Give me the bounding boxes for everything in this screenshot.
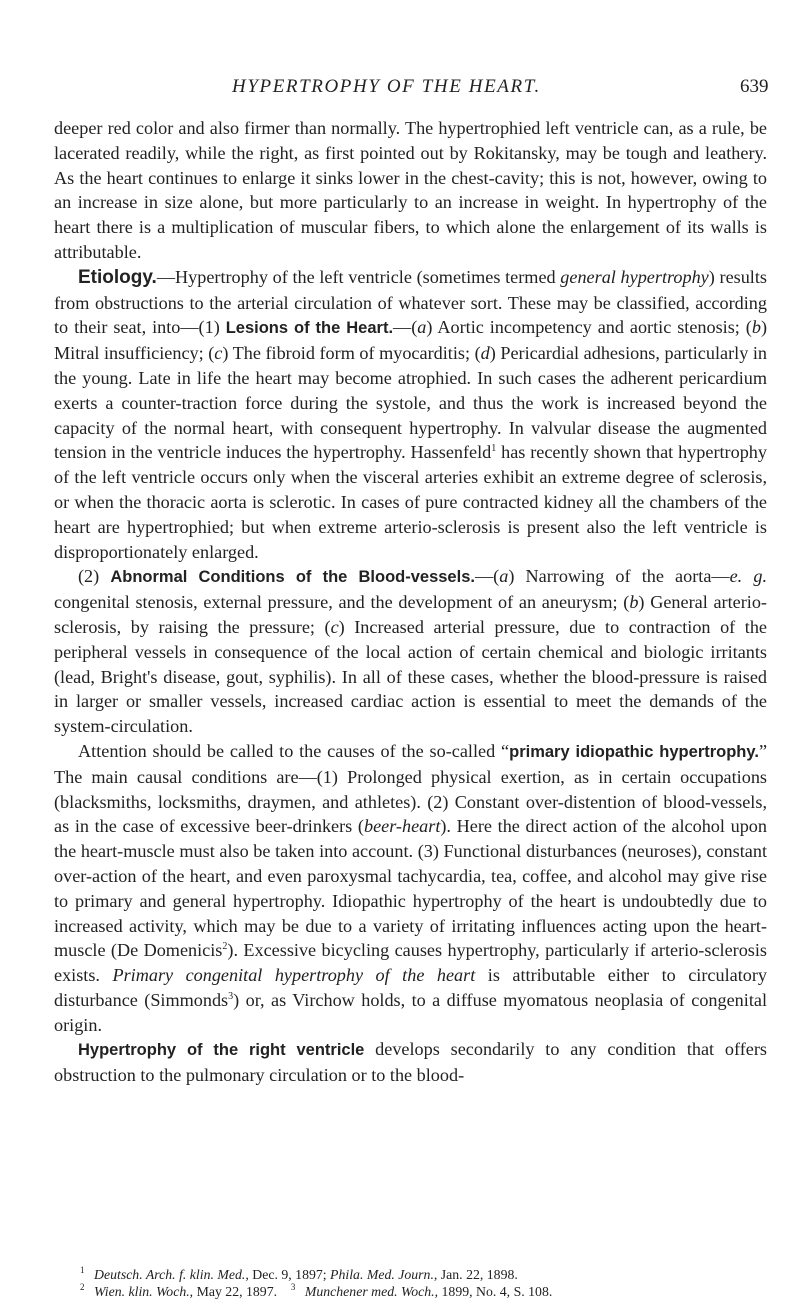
citation-detail: , Dec. 9, 1897;: [245, 1267, 331, 1282]
text-run: —(: [474, 566, 500, 587]
text-run: ) Narrowing of the aorta—: [508, 566, 730, 587]
footnote: 1 Deutsch. Arch. f. klin. Med., Dec. 9, 1897; Phila. Med. Journ., Jan. 22, 1898.: [80, 1265, 518, 1282]
citation-journal: Wien. klin. Woch.: [94, 1284, 190, 1299]
page-number: 639: [740, 76, 769, 97]
text-run: is attributable either to circulatory disturbance (Simmonds: [54, 965, 767, 1010]
text-run: (2): [78, 566, 111, 587]
footnotes: [80, 1266, 780, 1300]
item-letter: b: [629, 592, 639, 613]
text-run: ). Here the direct action of the alcohol upon the heart-muscle must also be taken into account. (3) Functional disturbances (neuroses), constant over-action of the heart, and even paroxysmal tachycardia, tea, coffee, and alcohol may give rise to primary and general hypertrophy. Idiopathic hypertrophy of the heart is undoubtedly due to increased activity, which may be due to a variety of irritating influences acting upon the heart-muscle (De Domenicis: [54, 816, 767, 961]
subheading-abnormal-blood-vessels: Abnormal Conditions of the Blood-vessels.: [110, 568, 475, 587]
item-letter: c: [214, 343, 223, 364]
subheading-lesions-of-heart: Lesions of the Heart.: [225, 319, 394, 338]
subheading-primary-idiopathic: primary idiopathic hypertrophy.: [509, 742, 759, 761]
text-run: ) results from obstructions to the arterial circulation of whatever sort. These may be classified, according to their seat, into—(1): [54, 266, 767, 338]
paragraph-blood-vessels: [54, 564, 767, 739]
paragraph-text: deeper red color and also firmer than normally. The hypertrophied left ventricle can, as a rule, be lacerated readily, while the right, as first pointed out by Rokitansky, may be tough and leathery. As the heart continues to enlarge it sinks lower in the chest-cavity; this is not, however, owing to an increase in size alone, but more particularly to an increase in weight. In hypertrophy of the heart there is a multiplication of muscular fibers, to which alone the enlargement of its walls is attributable.: [54, 118, 767, 262]
text-run: ) Pericardial adhesions, particularly in the young. Late in life the heart may become atrophied. In such cases the adherent pericardium exerts a counter-traction force during the systole, and thus the work is increased beyond the capacity of the normal heart, with consequent hypertrophy. In valvular disease the augmented tension in the ventricle induces the hypertrophy. Hassenfeld: [54, 343, 767, 463]
paragraph-hypertrophied-ventricle: [54, 116, 767, 265]
emphasis-abbrev: e. g.: [729, 566, 767, 587]
citation-journal: Phila. Med. Journ.: [330, 1267, 434, 1282]
paragraph-idiopathic-hypertrophy: [54, 739, 767, 1038]
footnote-marker: 3: [228, 990, 234, 1002]
item-letter: c: [330, 616, 339, 637]
text-run: ” The main causal conditions are—(1) Prolonged physical exertion, as in certain occupations (blacksmiths, locksmiths, draymen, and athletes). (2) Constant over-distention of blood-vessels, as in the case of excessive beer-drinkers (: [54, 740, 768, 837]
citation-journal: Deutsch. Arch. f. klin. Med.: [94, 1267, 246, 1282]
subheading-right-ventricle: Hypertrophy of the right ventricle: [78, 1041, 365, 1060]
text-run: ) or, as Virchow holds, to a diffuse myomatous neoplasia of congenital origin.: [54, 989, 767, 1035]
item-letter: a: [417, 317, 427, 338]
paragraph-right-ventricle: [54, 1037, 767, 1088]
item-letter: d: [480, 343, 490, 364]
text-run: ) The fibroid form of myocarditis; (: [222, 343, 481, 364]
text-run: ). Excessive bicycling causes hypertrophy, particularly if arterio-sclerosis exists.: [54, 940, 768, 986]
emphasis-term: Primary congenital hypertrophy of the heart: [112, 965, 476, 986]
text-run: ) General arterio-sclerosis, by raising the pressure; (: [54, 592, 767, 637]
running-head: [0, 76, 800, 98]
item-letter: b: [751, 317, 761, 338]
citation-journal: Munchener med. Woch.: [304, 1284, 435, 1299]
footnote-marker: 1: [491, 443, 497, 455]
text-run: Attention should be called to the causes of the so-called “: [78, 740, 510, 761]
paragraph-etiology: [54, 265, 767, 565]
section-heading-etiology: Etiology.: [78, 266, 157, 288]
text-run: develops secondarily to any condition that offers obstruction to the pulmonary circulation or to the blood-: [54, 1039, 767, 1086]
text-run: —Hypertrophy of the left ventricle (sometimes termed: [156, 266, 561, 287]
citation-detail: , 1899, No. 4, S. 108.: [434, 1284, 553, 1299]
body-text: [54, 116, 767, 1088]
running-title: HYPERTROPHY OF THE HEART.: [232, 76, 541, 97]
item-letter: a: [499, 566, 509, 587]
text-run: —(: [393, 317, 418, 338]
text-run: congenital stenosis, external pressure, and the development of an aneurysm; (: [54, 592, 630, 613]
emphasis-term: general hypertrophy: [560, 266, 709, 287]
citation-detail: , Jan. 22, 1898.: [433, 1267, 518, 1282]
text-run: has recently shown that hypertrophy of the left ventricle occurs only when the visceral arteries exhibit an extreme degree of sclerosis, or when the thoracic aorta is sclerotic. In cases of pure contracted kidney all the chambers of the heart are hypertrophied; but when extreme arterio-sclerosis is present also the left ventricle is disproportionately enlarged.: [54, 442, 767, 562]
text-run: ) Mitral insufficiency; (: [54, 317, 767, 364]
text-run: ) Aortic incompetency and aortic stenosis; (: [426, 317, 752, 338]
footnote-marker: 2: [222, 941, 228, 953]
citation-detail: , May 22, 1897.: [189, 1284, 278, 1299]
footnote: 2 Wien. klin. Woch., May 22, 1897. 3 Munchener med. Woch., 1899, No. 4, S. 108.: [80, 1282, 553, 1299]
emphasis-term: beer-heart: [363, 816, 441, 837]
text-run: ) Increased arterial pressure, due to contraction of the peripheral vessels in consequence of the local action of certain chemical and biologic irritants (lead, Bright's disease, gout, syphilis). In all of these cases, whether the blood-pressure is raised in larger or smaller vessels, increased cardiac action is essential to meet the demands of the system-circulation.: [54, 616, 767, 737]
